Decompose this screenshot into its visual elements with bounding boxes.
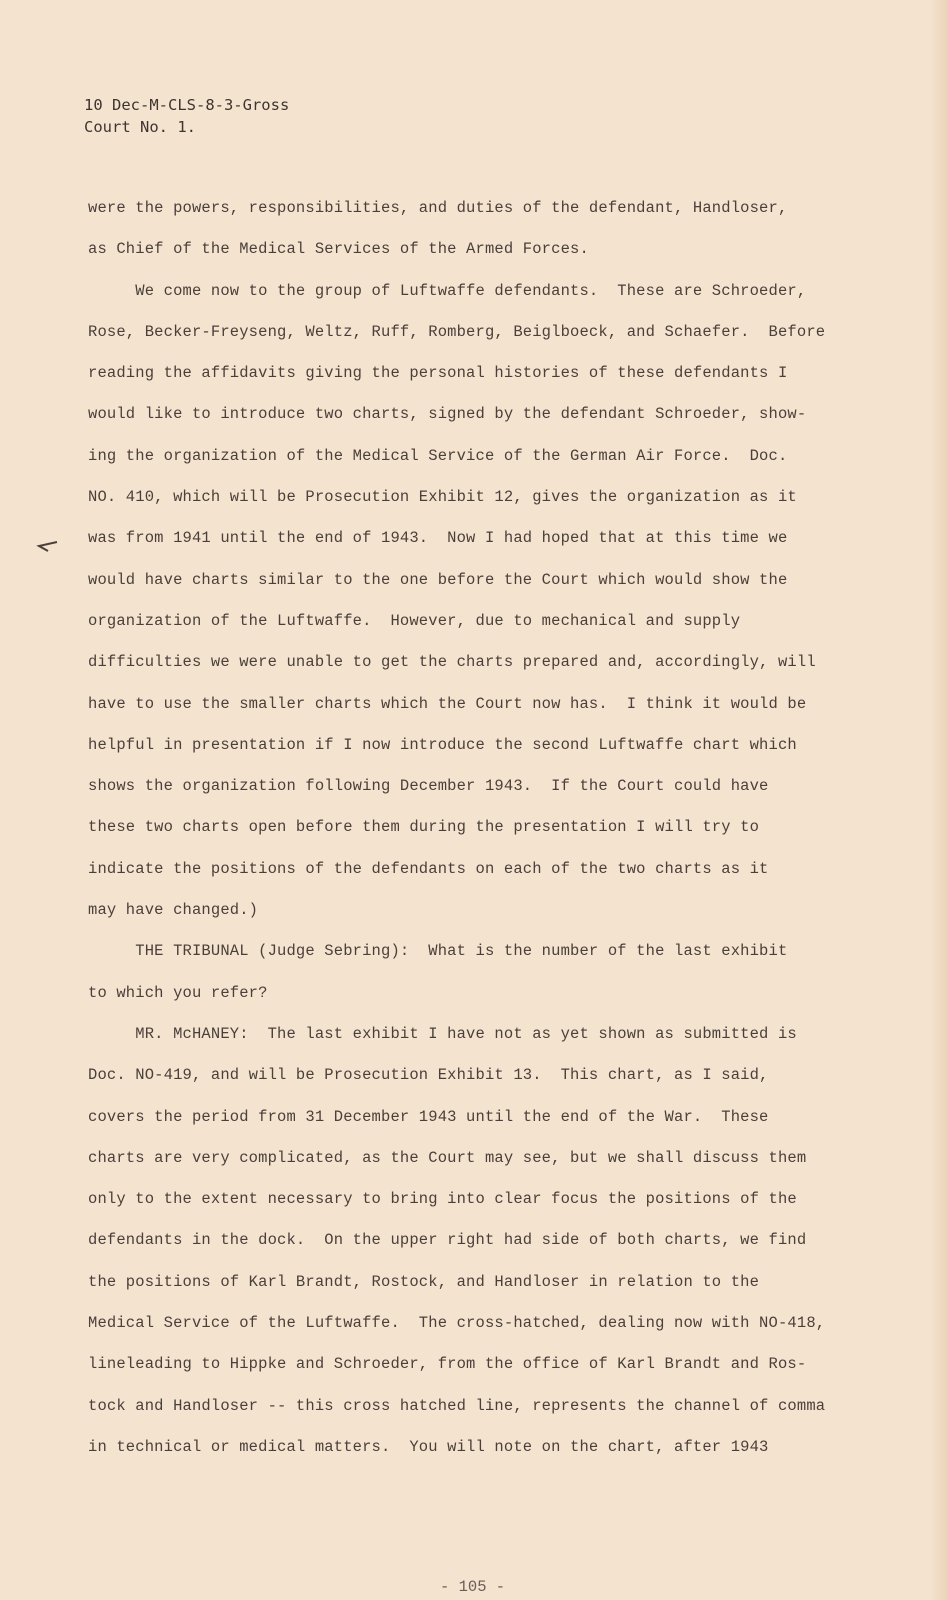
transcript-line: would like to introduce two charts, signed by the defendant Schroeder, show- bbox=[88, 405, 807, 424]
transcript-line: as Chief of the Medical Services of the Armed Forces. bbox=[88, 240, 589, 259]
header-court-line: Court No. 1. bbox=[84, 118, 196, 136]
transcript-line: charts are very complicated, as the Court may see, but we shall discuss them bbox=[88, 1148, 807, 1167]
transcript-line: Medical Service of the Luftwaffe. The cross-hatched, dealing now with NO-418, bbox=[88, 1314, 826, 1333]
transcript-line: to which you refer? bbox=[88, 983, 268, 1002]
document-header bbox=[84, 94, 289, 138]
header-reference-line: 10 Dec-M-CLS-8-3-Gross bbox=[84, 96, 290, 114]
transcript-line: may have changed.) bbox=[88, 901, 259, 920]
transcript-line: shows the organization following December 1943. If the Court could have bbox=[88, 777, 769, 796]
transcript-line: reading the affidavits giving the personal histories of these defendants I bbox=[88, 364, 788, 383]
transcript-line: these two charts open before them during the presentation I will try to bbox=[88, 818, 760, 837]
transcript-line: the positions of Karl Brandt, Rostock, and Handloser in relation to the bbox=[88, 1272, 760, 1291]
margin-arrow-mark bbox=[36, 540, 58, 552]
transcript-line: helpful in presentation if I now introduce the second Luftwaffe chart which bbox=[88, 735, 797, 754]
transcript-line: was from 1941 until the end of 1943. Now I had hoped that at this time we bbox=[88, 529, 788, 548]
transcript-line: organization of the Luftwaffe. However, due to mechanical and supply bbox=[88, 611, 741, 630]
transcript-line: indicate the positions of the defendants on each of the two charts as it bbox=[88, 859, 769, 878]
transcript-line: Rose, Becker-Freyseng, Weltz, Ruff, Romberg, Beiglboeck, and Schaefer. Before bbox=[88, 322, 826, 341]
page-number: - 105 - bbox=[440, 1578, 506, 1596]
transcript-line: tock and Handloser -- this cross hatched line, represents the channel of comma bbox=[88, 1396, 826, 1415]
transcript-line: were the powers, responsibilities, and duties of the defendant, Handloser, bbox=[88, 199, 788, 217]
transcript-line: We come now to the group of Luftwaffe defendants. These are Schroeder, bbox=[88, 281, 807, 300]
transcript-line: ing the organization of the Medical Service of the German Air Force. Doc. bbox=[88, 446, 788, 465]
transcript-line: THE TRIBUNAL (Judge Sebring): What is the number of the last exhibit bbox=[88, 942, 788, 961]
transcript-line: have to use the smaller charts which the Court now has. I think it would be bbox=[88, 694, 807, 713]
transcript-line: defendants in the dock. On the upper right had side of both charts, we find bbox=[88, 1231, 807, 1250]
transcript-body bbox=[88, 197, 888, 1477]
transcript-line: in technical or medical matters. You will note on the chart, after 1943 bbox=[88, 1437, 769, 1456]
transcript-line: only to the extent necessary to bring into clear focus the positions of the bbox=[88, 1190, 797, 1209]
transcript-line: lineleading to Hippke and Schroeder, from the office of Karl Brandt and Ros- bbox=[88, 1355, 807, 1374]
transcript-line: difficulties we were unable to get the charts prepared and, accordingly, will bbox=[88, 653, 816, 672]
transcript-line: covers the period from 31 December 1943 until the end of the War. These bbox=[88, 1107, 769, 1126]
transcript-line: Doc. NO-419, and will be Prosecution Exhibit 13. This chart, as I said, bbox=[88, 1066, 769, 1085]
transcript-line: NO. 410, which will be Prosecution Exhibit 12, gives the organization as it bbox=[88, 488, 797, 507]
transcript-line: would have charts similar to the one before the Court which would show the bbox=[88, 570, 788, 589]
transcript-line: MR. McHANEY: The last exhibit I have not as yet shown as submitted is bbox=[88, 1024, 797, 1043]
page-edge-shadow bbox=[930, 0, 948, 1600]
